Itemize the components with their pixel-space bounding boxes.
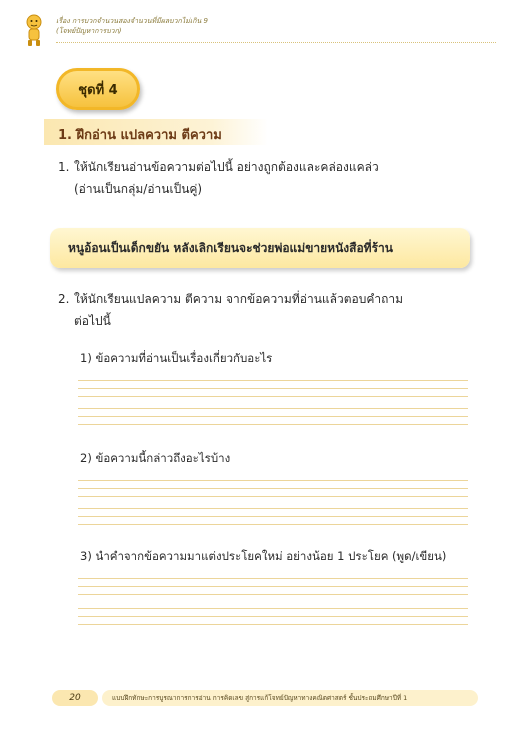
question-2: [58, 288, 478, 332]
header-text: [56, 16, 208, 36]
sub-question-2: 2) ข้อความนี้กล่าวถึงอะไรบ้าง: [80, 451, 231, 465]
question-number: 2.: [58, 292, 70, 306]
section-title: 1. ฝึกอ่าน แปลความ ตีความ: [58, 128, 222, 143]
cartoon-character-icon: [20, 12, 48, 48]
question-text: ให้นักเรียนแปลความ ตีความ จากข้อความที่อ่านแล้วตอบคำถาม: [74, 292, 404, 306]
sub-question-1: 1) ข้อความที่อ่านเป็นเรื่องเกี่ยวกับอะไร: [80, 351, 273, 365]
header-divider: [56, 42, 496, 43]
question-number: 1.: [58, 160, 70, 174]
header-subject: เรื่อง การบวกจำนวนสองจำนวนที่มีผลบวกไม่เกิน 9: [56, 17, 208, 25]
page-number: 20: [52, 690, 98, 706]
question-text: ให้นักเรียนอ่านข้อความต่อไปนี้ อย่างถูกต้องและคล่องแคล่ว: [74, 160, 379, 174]
question-text-cont: (อ่านเป็นกลุ่ม/อ่านเป็นคู่): [74, 182, 203, 196]
footer-book-title: แบบฝึกทักษะการบูรณาการการอ่าน การคิดเลข สู่การแก้โจทย์ปัญหาทางคณิตศาสตร์ ชั้นประถมศึกษาปีที่ 1: [102, 690, 478, 706]
set-badge: ชุดที่ 4: [56, 68, 140, 110]
reading-passage: หนูอ้อนเป็นเด็กขยัน หลังเลิกเรียนจะช่วยพ่อแม่ขายหนังสือที่ร้าน: [50, 228, 470, 268]
header-method: (โจทย์ปัญหาการบวก): [56, 27, 122, 35]
section-header: [44, 119, 268, 145]
page-header: [20, 12, 500, 48]
sub-question-3: 3) นำคำจากข้อความมาแต่งประโยคใหม่ อย่างน้อย 1 ประโยค (พูด/เขียน): [80, 549, 447, 563]
question-1: [58, 156, 478, 200]
question-text-cont: ต่อไปนี้: [74, 314, 111, 328]
